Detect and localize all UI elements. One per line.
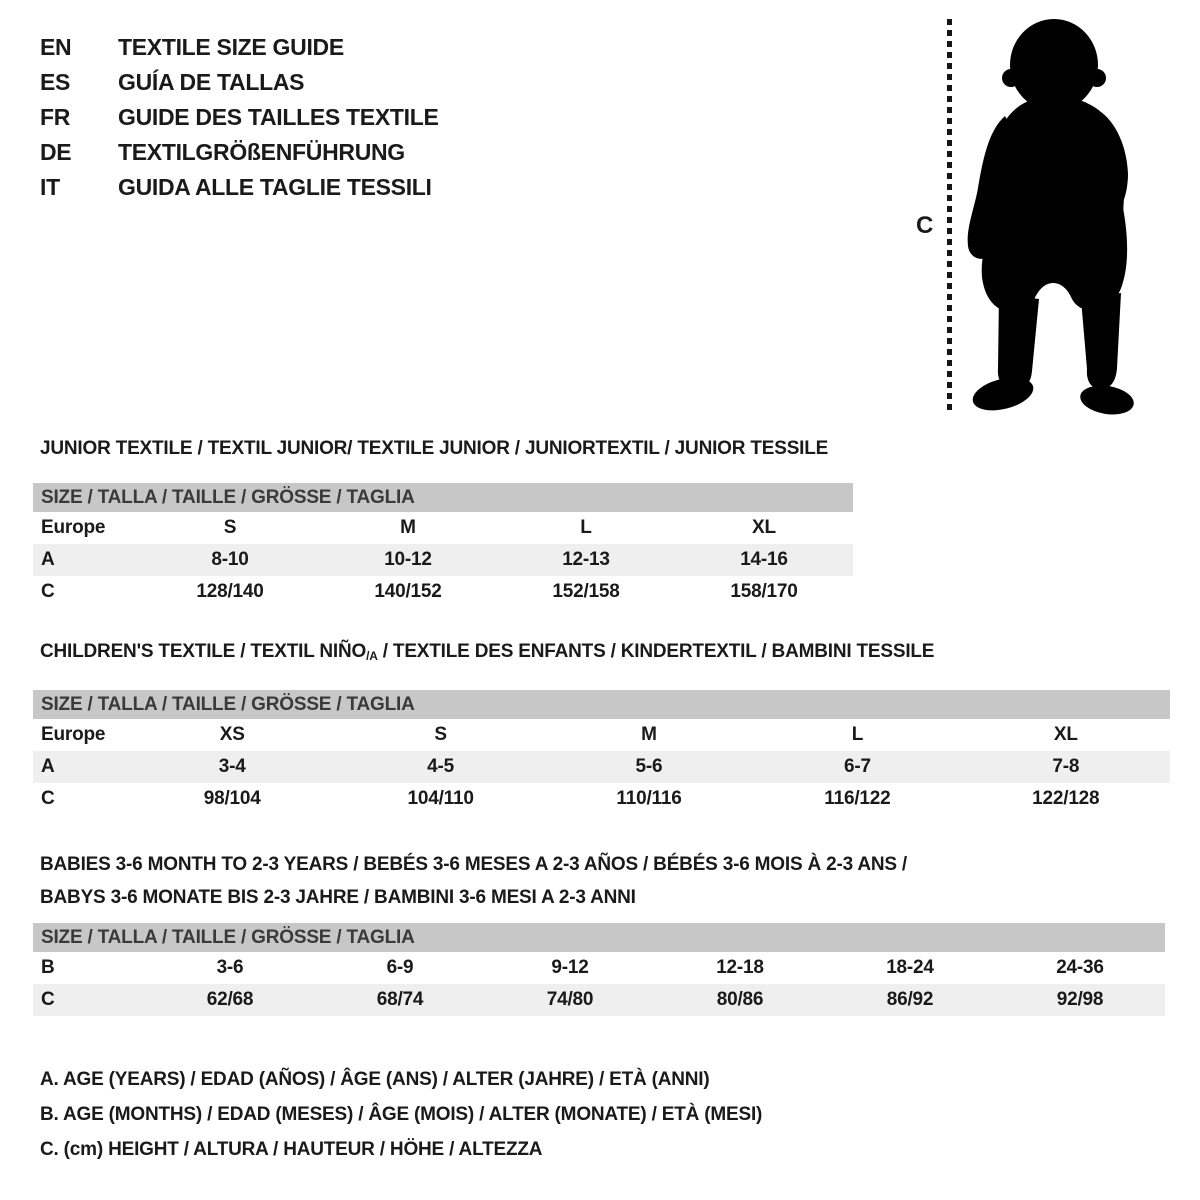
table-cell: M (641, 724, 657, 745)
row-label: C (41, 989, 55, 1010)
language-title: TEXTILGRÖßENFÜHRUNG (118, 139, 405, 165)
row-label: B (41, 957, 55, 978)
babies-size-table-header: SIZE / TALLA / TAILLE / GRÖSSE / TAGLIA (33, 923, 1165, 952)
junior-size-table-header: SIZE / TALLA / TAILLE / GRÖSSE / TAGLIA (33, 483, 853, 512)
table-cell: L (851, 724, 864, 745)
language-title: TEXTILE SIZE GUIDE (118, 34, 344, 60)
babies-heading-line2: BABYS 3-6 MONATE BIS 2-3 JAHRE / BAMBINI 3-6 MESI A 2-3 ANNI (40, 887, 636, 908)
table-cell: 110/116 (616, 788, 682, 809)
table-cell: 3-6 (216, 957, 244, 978)
children-section-heading (40, 640, 934, 665)
babies-heading-line1: BABIES 3-6 MONTH TO 2-3 YEARS / BEBÉS 3-6 MESES A 2-3 AÑOS / BÉBÉS 3-6 MOIS À 2-3 ANS / (40, 854, 908, 875)
language-title: GUÍA DE TALLAS (118, 69, 305, 95)
babies-section-heading (40, 848, 907, 914)
row-label: Europe (41, 724, 106, 745)
language-title: GUIDE DES TAILLES TEXTILE (118, 104, 439, 130)
row-label: C (41, 581, 55, 602)
table-cell: 4-5 (427, 756, 455, 777)
table-cell: 6-7 (843, 756, 871, 777)
table-row (33, 576, 853, 608)
table-cell: XS (219, 724, 245, 745)
table-cell: 116/122 (824, 788, 891, 809)
table-cell: 152/158 (552, 581, 620, 602)
table-row (33, 751, 1170, 783)
table-cell: 68/74 (376, 989, 424, 1010)
table-cell: 104/110 (407, 788, 474, 809)
junior-size-table (33, 483, 853, 608)
children-size-table-header: SIZE / TALLA / TAILLE / GRÖSSE / TAGLIA (33, 690, 1170, 719)
row-label: A (41, 549, 55, 570)
children-heading-text: / TEXTILE DES ENFANTS / KINDERTEXTIL / BAMBINI TESSILE (377, 641, 935, 662)
language-row (40, 30, 439, 65)
table-row (33, 719, 1170, 751)
table-cell: 18-24 (886, 957, 934, 978)
junior-section-heading: JUNIOR TEXTILE / TEXTIL JUNIOR/ TEXTILE JUNIOR / JUNIORTEXTIL / JUNIOR TESSILE (40, 438, 829, 459)
table-row (33, 984, 1165, 1016)
table-cell: S (434, 724, 447, 745)
language-code: ES (40, 69, 71, 95)
table-cell: 5-6 (635, 756, 663, 777)
table-cell: 3-4 (218, 756, 246, 777)
table-cell: 14-16 (740, 549, 788, 570)
table-cell: L (580, 517, 592, 538)
table-cell: XL (752, 517, 776, 538)
table-cell: 10-12 (384, 549, 432, 570)
table-cell: 80/86 (716, 989, 764, 1010)
table-cell: XL (1053, 724, 1078, 745)
table-row (33, 952, 1165, 984)
table-cell: 122/128 (1032, 788, 1100, 809)
table-row (33, 512, 853, 544)
toddler-silhouette-image (963, 16, 1135, 418)
language-title: GUIDA ALLE TAGLIE TESSILI (118, 174, 432, 200)
language-code: FR (40, 104, 71, 130)
children-heading-text: CHILDREN'S TEXTILE / TEXTIL NIÑO (40, 641, 367, 662)
language-title-list (40, 30, 439, 205)
table-cell: 86/92 (886, 989, 934, 1010)
table-cell: 74/80 (546, 989, 594, 1010)
height-measure-label: C (916, 212, 934, 239)
table-cell: 98/104 (203, 788, 261, 809)
language-row (40, 135, 439, 170)
babies-size-table (33, 923, 1165, 1016)
table-cell: 140/152 (374, 581, 442, 602)
table-cell: 6-9 (386, 957, 414, 978)
table-cell: 92/98 (1056, 989, 1104, 1010)
language-row (40, 65, 439, 100)
legend-line-a: A. AGE (YEARS) / EDAD (AÑOS) / ÂGE (ANS) / ALTER (JAHRE) / ETÀ (ANNI) (40, 1069, 710, 1090)
table-cell: 62/68 (206, 989, 254, 1010)
children-size-table (33, 690, 1170, 815)
row-label: Europe (41, 517, 106, 538)
table-cell: 24-36 (1056, 957, 1104, 978)
language-code: EN (40, 34, 72, 60)
height-measure-line (947, 19, 952, 415)
table-cell: 8-10 (211, 549, 249, 570)
children-heading-sub: /A (366, 649, 378, 663)
legend-line-b: B. AGE (MONTHS) / EDAD (MESES) / ÂGE (MOIS) / ALTER (MONATE) / ETÀ (MESI) (40, 1104, 763, 1125)
toddler-silhouette (963, 16, 1135, 418)
language-code: IT (40, 174, 60, 200)
measurement-legend (40, 1062, 762, 1167)
language-row (40, 170, 439, 205)
row-label: A (41, 756, 55, 777)
language-code: DE (40, 139, 72, 165)
table-cell: 12-13 (562, 549, 610, 570)
table-cell: 128/140 (196, 581, 264, 602)
table-cell: M (400, 517, 416, 538)
table-cell: 158/170 (730, 581, 798, 602)
table-cell: 9-12 (551, 957, 589, 978)
table-row (33, 544, 853, 576)
row-label: C (41, 788, 55, 809)
legend-line-c: C. (cm) HEIGHT / ALTURA / HAUTEUR / HÖHE / ALTEZZA (40, 1139, 543, 1160)
table-cell: 12-18 (716, 957, 764, 978)
table-row (33, 783, 1170, 815)
table-cell: S (223, 517, 237, 538)
language-row (40, 100, 439, 135)
table-cell: 7-8 (1052, 756, 1080, 777)
